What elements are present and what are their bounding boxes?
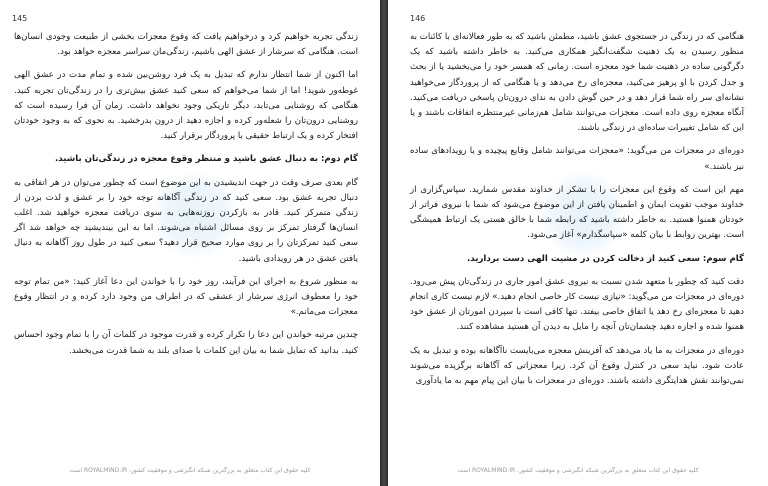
paragraph: زندگی تجربه خواهیم کرد و درخواهیم یافت که وقوع معجزات بخشی از طبیعت وجودی انسان‌ها است. هنگامی که سرشار از عشق الهی باشیم، زندگی‌مان سراسر معجزه خواهد بود.: [14, 32, 358, 58]
paragraph: مهم این است که وقوع این معجزات را با تشکر از خداوند مقدس شمارید. سپاس‌گزاری از خداوند موجب تقویت ایمان و اطمینان یافتن از این موضوع می‌شود که شما با نیروی فراتر از خودتان همنوا هستید. به خاطر داشته باشید که رابطه شما با خالق هستی یک ارتباط همیشگی است. بهترین روابط با بیان کلمه «سپاسگذارم» آغاز می‌شود.: [410, 184, 744, 241]
book-gutter: [380, 0, 388, 486]
left-page: [0, 0, 380, 486]
right-page: [388, 0, 768, 486]
page-number: 146: [410, 14, 426, 23]
paragraph: چندین مرتبه خواندن این دعا را تکرار کرده و قدرت موجود در کلمات آن را با تمام وجود احساس کنید. بدانید که تمایل شما به بیان این کلمات با صدای بلند به شما قدرت می‌بخشد.: [14, 330, 358, 356]
page-body: [410, 30, 744, 397]
page-body: [14, 30, 358, 367]
paragraph: به منظور شروع به اجرای این فرآیند، روز خود را با خواندن این دعا آغاز کنید: «من تمام توجه خود را معطوف انرژی سرشار از عشقی که در اطراف من وجود دارد کرده و در انتظار وقوع معجزات می‌مانم.»: [14, 276, 358, 318]
step-heading: گام سوم: سعی کنید از دخالت کردن در مشیت الهی دست بردارید.: [467, 253, 744, 264]
page-number: 145: [12, 14, 28, 23]
paragraph: اما اکنون از شما انتظار ندارم که تبدیل به یک فرد روشن‌بین شده و تمام مدت در عشق الهی غوطه‌ور شوید! اما از شما می‌خواهم که سعی کنید عشق بیش‌تری را در زندگی‌تان تجربه کنید. هنگامی که روشنایی می‌تابد، دیگر تاریکی وجود نخواهد داشت. زمان آن فرا رسیده است که روشنایی درون‌تان را شعله‌ور کرده و اجازه دهید از درون بدرخشید. به نحوی که به وجود خودتان افتخار کرده و یک ارتباط حقیقی با پروردگار برقرار کنید.: [14, 70, 358, 142]
paragraph: گام بعدی صرف وقت در جهت اندیشیدن به این موضوع است که چطور می‌توان در هر اتفاقی به دنبال تجربه عشق بود. سعی کنید که در زندگی آگاهانه توجه خود را بر عشق و لذت بردن از زندگی متمرکز کنید. قادر به بازکردن روزنه‌هایی به سوی دریافت معجزه خواهید شد. اغلب انسان‌ها گرفتار تمرکز بر روی مسائل اشتباه می‌شوند. اما به این بیندیشید چه خواهد شد اگر سعی کنید تمرکزتان را بر روی موارد صحیح قرار دهید؟ سعی کنید در طول روز آگاهانه به دنبال یافتن عشق در هر رویدادی باشید.: [14, 177, 358, 264]
paragraph: دقت کنید که چطور با متعهد شدن نسبت به نیروی عشق امور جاری در زندگی‌تان پیش می‌رود. دوره‌ای در معجزات من می‌گوید: «نیازی نیست کار خاصی انجام دهید.» لازم نیست کاری انجام دهید تا معجزه‌ای رخ دهد یا اتفاق خاصی بیفتد. تنها کافی است با سپردن امورتان از عشق خود همنوا شده و اجازه دهید چشمان‌تان آنچه را مایل به دیدن آن هستید مشاهده کنند.: [410, 276, 744, 333]
paragraph: دوره‌ای در معجزات به ما یاد می‌دهد که آفرینش معجزه می‌بایست ناآگاهانه بوده و تبدیل به یک عادت شود. نباید سعی در کنترل وقوع آن کرد. زیرا معجزاتی که آگاهانه برگزیده می‌شوند نمی‌توانند نقش هدایتگری داشته باشند. دوره‌ای در معجزات با بیان این پیام مهم به ما یادآوری: [410, 345, 744, 387]
paragraph: دوره‌ای در معجزات من می‌گوید: «معجزات می‌توانند شامل وقایع پیچیده و یا رویدادهای ساده نیز باشند.»: [410, 146, 744, 172]
step-heading: گام دوم: به دنبال عشق باشید و منتظر وقوع معجزه در زندگی‌تان باشید.: [55, 154, 358, 165]
paragraph: هنگامی که در زندگی در جستجوی عشق باشید، مطمئن باشید که به طور فعالانه‌ای با کائنات به منظور رسیدن به یک ذهنیت شگفت‌انگیز همکاری می‌کنید. به خاطر داشته باشید که یک دگرگونی ساده در ذهنیت شما خود معجزه است. زمانی که همسر خود را می‌بخشید یا از بحث و جدل کردن با او پرهیز می‌کنید، معجزه‌ای رخ می‌دهد و یا هنگامی که از پروردگار می‌خواهید نشانه‌ای سر راه شما قرار دهد و در حین گوش دادن به ندای درون‌تان پاسخی دریافت می‌کنید. آنگاه معجزه روی داده است. معجزات می‌توانند شامل هم‌زمانی غیرمنتظره اتفاقات باشند و یا این که شامل تغییرات ساده‌ای در زندگی باشند.: [410, 32, 744, 134]
page-footer: کلیه حقوق این کتاب متعلق به بزرگترین شبکه انگیزشی و موفقیت کشور، ROYALMIND.IR است: [457, 467, 699, 474]
page-footer: کلیه حقوق این کتاب متعلق به بزرگترین شبکه انگیزشی و موفقیت کشور، ROYALMIND.IR است: [69, 467, 311, 474]
